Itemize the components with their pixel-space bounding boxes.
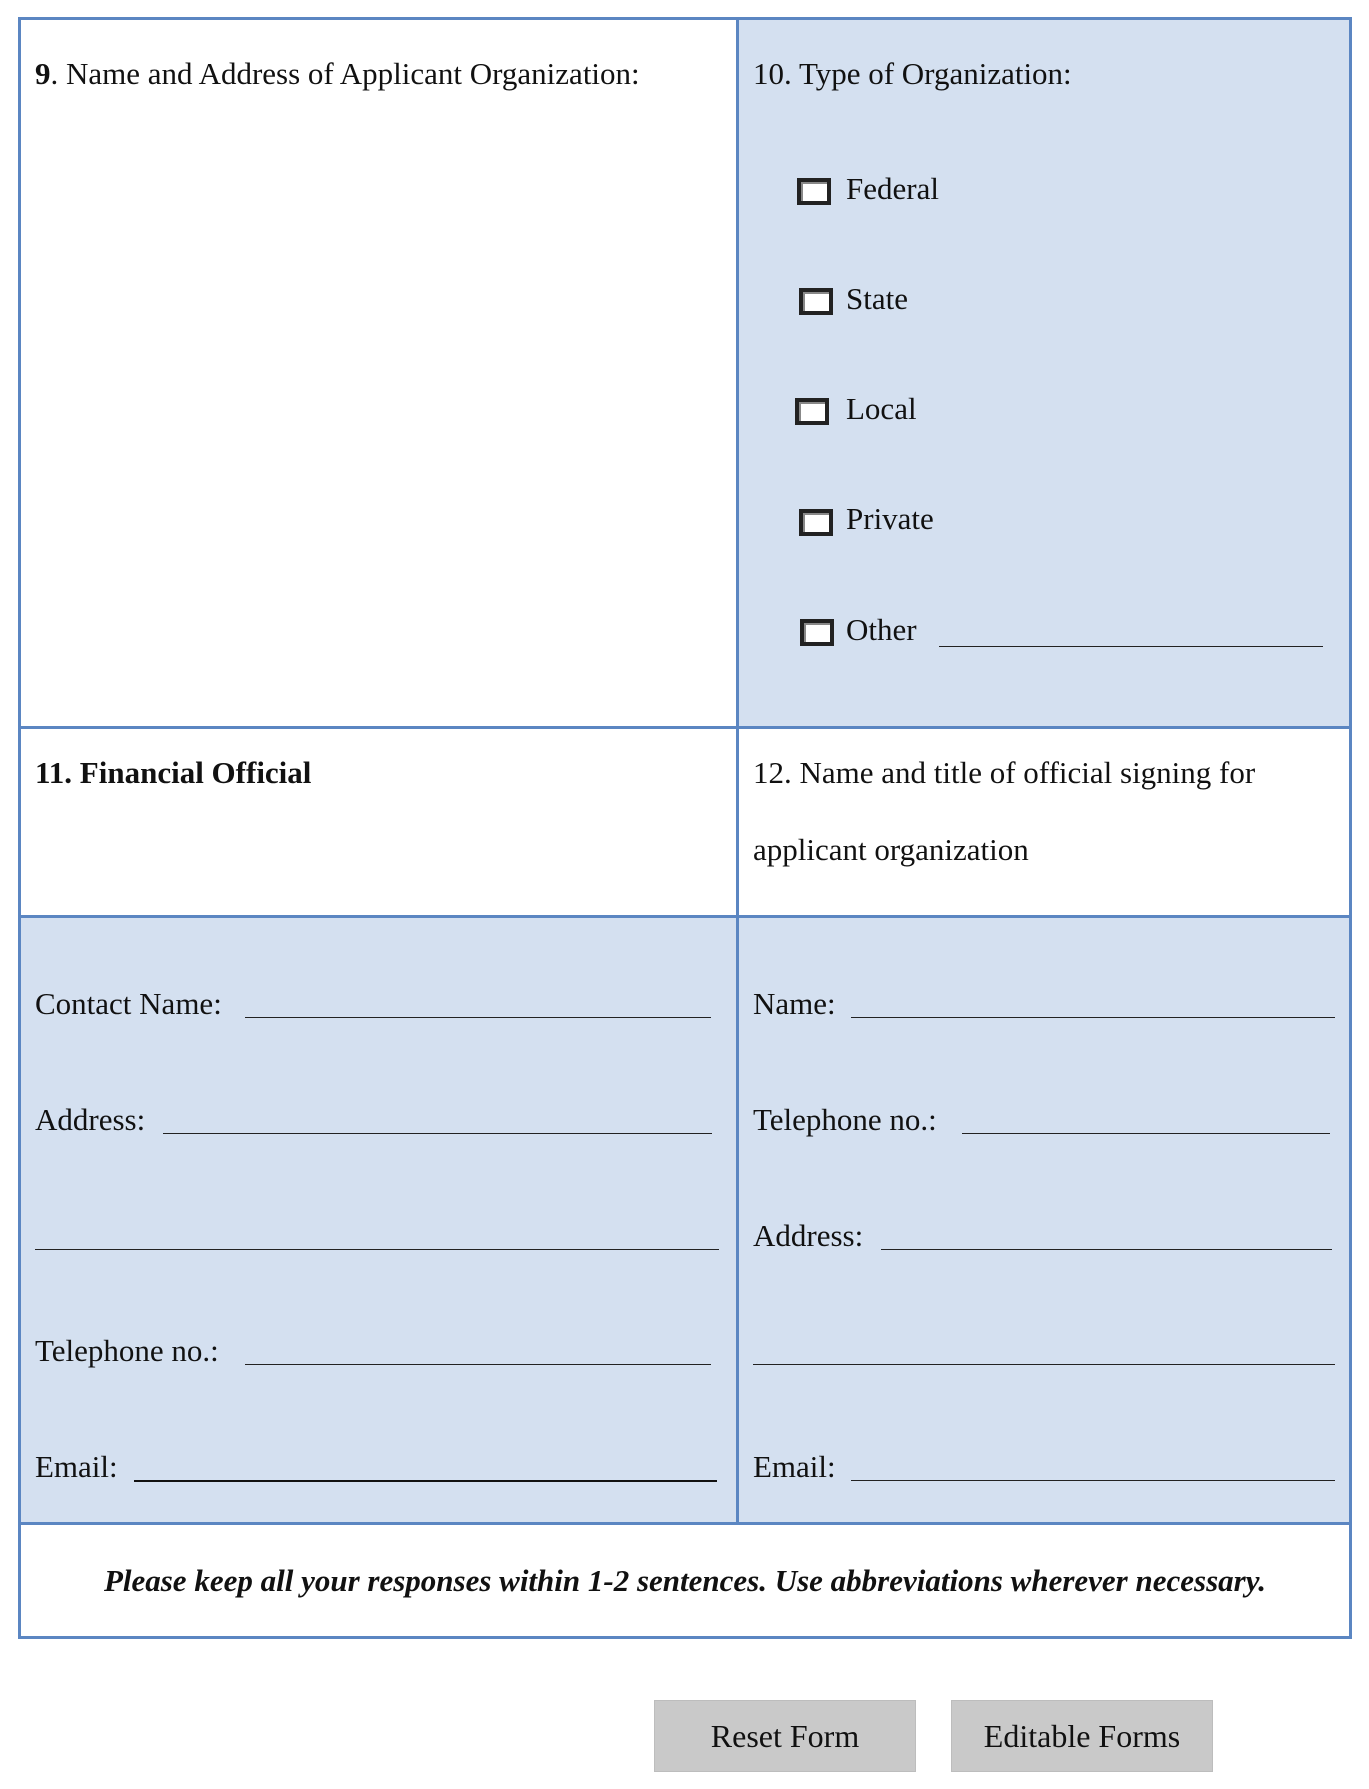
so-address-line2-input[interactable] <box>753 1364 1335 1365</box>
row-divider-3 <box>21 1522 1349 1525</box>
contact-name-input[interactable] <box>245 1017 711 1018</box>
editable-forms-button[interactable]: Editable Forms <box>951 1700 1213 1772</box>
so-email-label: Email: <box>753 1449 836 1484</box>
section-9-heading <box>35 54 640 94</box>
section-12-heading-line1: 12. Name and title of official signing for <box>753 755 1256 790</box>
option-private-label: Private <box>846 501 934 536</box>
checkbox-other[interactable] <box>800 619 834 646</box>
instructions-note: Please keep all your responses within 1-2 sentences. Use abbreviations wherever necessary. <box>103 1563 1267 1598</box>
option-other-label: Other <box>846 612 917 647</box>
section-12-cell <box>739 729 1349 915</box>
financial-official-fields <box>21 918 736 1522</box>
so-address-label: Address: <box>753 1218 864 1253</box>
checkbox-federal[interactable] <box>797 178 831 205</box>
so-name-label: Name: <box>753 986 836 1021</box>
checkbox-local[interactable] <box>795 398 829 425</box>
row-divider-1 <box>21 726 1349 729</box>
fo-address-line2-input[interactable] <box>35 1249 719 1250</box>
fo-email-input[interactable] <box>134 1480 717 1482</box>
checkbox-state[interactable] <box>799 288 833 315</box>
section-9-cell[interactable] <box>21 20 736 726</box>
so-email-input[interactable] <box>851 1480 1335 1481</box>
fo-address-input[interactable] <box>163 1133 712 1134</box>
fo-telephone-label: Telephone no.: <box>35 1333 219 1368</box>
other-input[interactable] <box>939 646 1323 647</box>
fo-telephone-input[interactable] <box>245 1364 711 1365</box>
section-12-heading-line2: applicant organization <box>753 832 1029 867</box>
so-telephone-input[interactable] <box>962 1133 1330 1134</box>
row-divider-2 <box>21 915 1349 918</box>
column-divider-top <box>736 20 739 1525</box>
section-11-cell <box>21 729 736 915</box>
section-9-label: . Name and Address of Applicant Organization: <box>50 56 640 91</box>
fo-address-label: Address: <box>35 1102 146 1137</box>
contact-name-label: Contact Name: <box>35 986 222 1021</box>
section-10-heading: 10. Type of Organization: <box>753 56 1072 91</box>
option-state-label: State <box>846 281 908 316</box>
application-form <box>18 17 1352 1639</box>
fo-email-label: Email: <box>35 1449 118 1484</box>
so-address-input[interactable] <box>881 1249 1332 1250</box>
reset-form-button[interactable]: Reset Form <box>654 1700 916 1772</box>
note-cell <box>21 1525 1349 1636</box>
so-telephone-label: Telephone no.: <box>753 1102 937 1137</box>
option-federal-label: Federal <box>846 171 939 206</box>
section-10-cell <box>739 20 1349 726</box>
section-9-number: 9 <box>35 56 51 91</box>
signing-official-fields <box>739 918 1349 1522</box>
checkbox-private[interactable] <box>799 509 833 536</box>
so-name-input[interactable] <box>851 1017 1335 1018</box>
section-11-heading: 11. Financial Official <box>35 755 312 790</box>
option-local-label: Local <box>846 391 917 426</box>
